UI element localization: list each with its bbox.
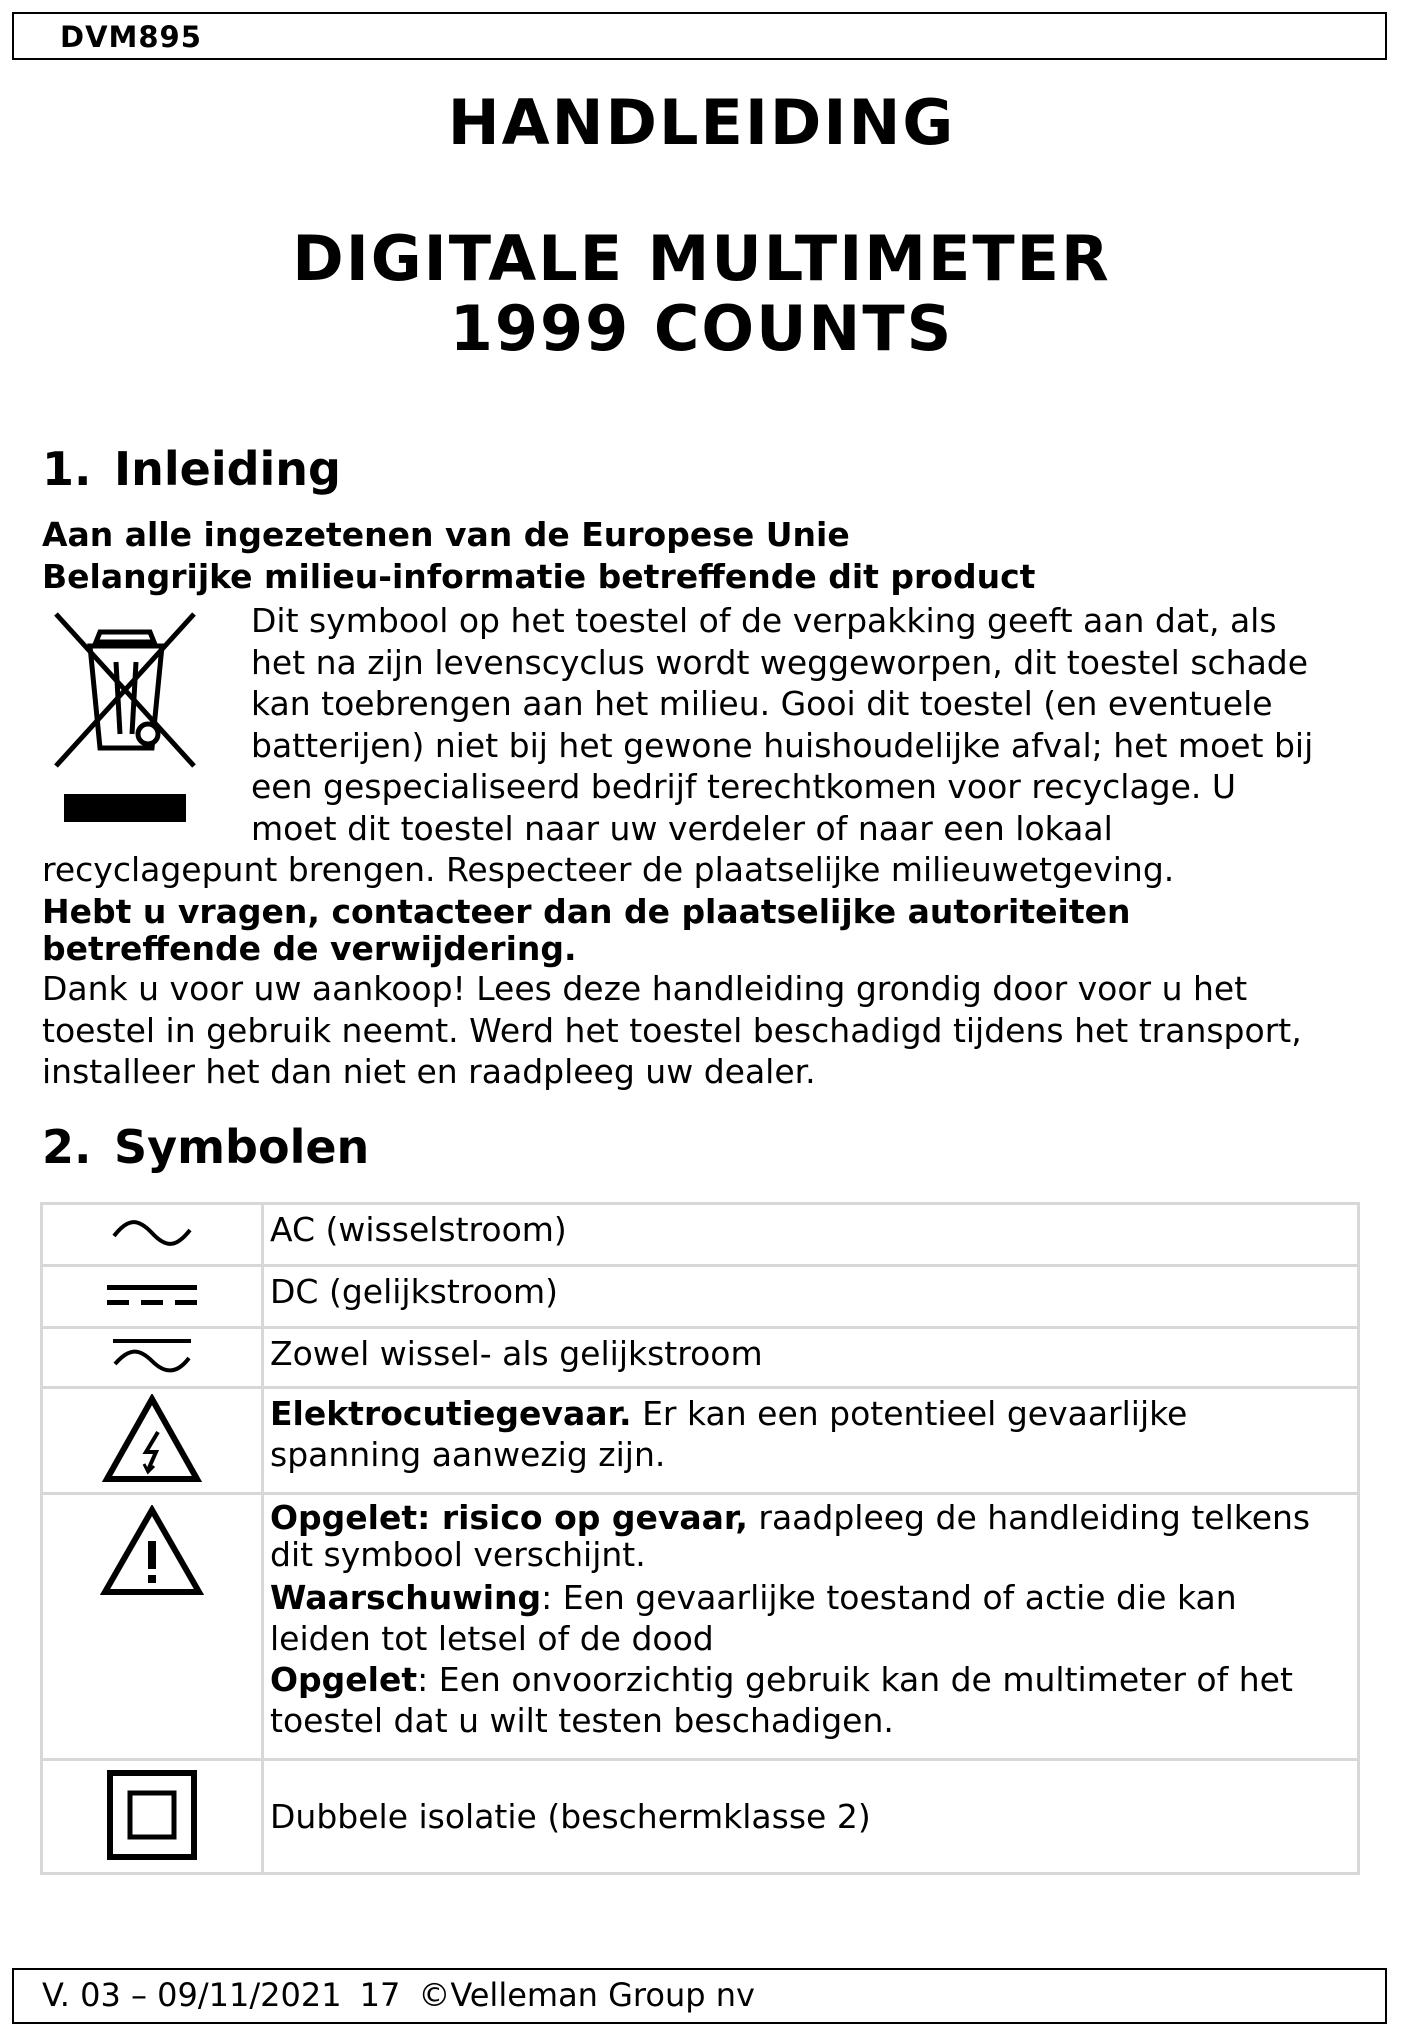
weee-line: Dit symbool op het toestel of de verpakking geeft aan dat, als bbox=[251, 601, 1277, 640]
caution-text: raadpleeg de handleiding telkens bbox=[747, 1498, 1311, 1537]
footer-page-number: 17 bbox=[359, 1976, 401, 2014]
description-cell bbox=[263, 1494, 1359, 1760]
symbol-cell bbox=[42, 1494, 263, 1760]
symbol-cell bbox=[42, 1760, 263, 1874]
warning-text: : Een gevaarlijke toestand of actie die kan bbox=[541, 1578, 1237, 1617]
section-2-title: Symbolen bbox=[114, 1120, 370, 1174]
description-cell bbox=[263, 1388, 1359, 1494]
weee-line: batterijen) niet bij het gewone huishoudelijke afval; het moet bij bbox=[251, 725, 1314, 765]
table-row bbox=[42, 1266, 1359, 1328]
table-row bbox=[42, 1494, 1359, 1760]
opgelet-label: Opgelet bbox=[270, 1660, 418, 1699]
weee-line: een gespecialiseerd bedrijf terechtkomen voor recyclage. U bbox=[251, 767, 1237, 806]
double-insulation-icon bbox=[106, 1769, 198, 1861]
eu-residents-heading: Aan alle ingezetenen van de Europese Unie bbox=[42, 515, 850, 554]
symbols-table bbox=[40, 1202, 1360, 1875]
symbol-cell bbox=[42, 1204, 263, 1266]
opgelet-text-line2: toestel dat u wilt testen beschadigen. bbox=[270, 1701, 894, 1740]
weee-paragraph bbox=[251, 600, 1313, 849]
table-row bbox=[42, 1204, 1359, 1266]
electric-shock-warning-icon bbox=[102, 1394, 202, 1484]
env-info-heading: Belangrijke milieu-informatie betreffende dit product bbox=[42, 557, 1036, 596]
weee-line: moet dit toestel naar uw verdeler of naar een lokaal bbox=[251, 808, 1113, 848]
weee-bin-icon bbox=[50, 606, 200, 828]
header-box bbox=[12, 12, 1387, 60]
shock-label: Elektrocutiegevaar. bbox=[270, 1394, 632, 1433]
footer bbox=[42, 1976, 773, 2014]
table-row bbox=[42, 1388, 1359, 1494]
footer-version: V. 03 – 09/11/2021 bbox=[42, 1976, 342, 2014]
model-code: DVM895 bbox=[60, 20, 202, 54]
table-row bbox=[42, 1760, 1359, 1874]
caution-warning-icon bbox=[100, 1505, 204, 1597]
caution-label: Opgelet: risico op gevaar, bbox=[270, 1498, 748, 1537]
section-1-heading bbox=[42, 442, 341, 496]
questions-line-1: Hebt u vragen, contacteer dan de plaatselijke autoriteiten bbox=[42, 892, 1131, 931]
questions-line-2: betreffende de verwijdering. bbox=[42, 929, 577, 968]
ac-sine-icon bbox=[112, 1218, 192, 1248]
section-2-heading bbox=[42, 1120, 369, 1174]
thanks-line: toestel in gebruik neemt. Werd het toestel beschadigd tijdens het transport, bbox=[42, 1010, 1302, 1050]
dc-icon bbox=[105, 1281, 199, 1309]
warning-label: Waarschuwing bbox=[270, 1578, 542, 1617]
description-cell: AC (wisselstroom) bbox=[263, 1204, 1359, 1266]
doc-title: HANDLEIDING bbox=[447, 86, 956, 159]
symbol-cell bbox=[42, 1266, 263, 1328]
description-cell: DC (gelijkstroom) bbox=[263, 1266, 1359, 1328]
section-1-number: 1. bbox=[42, 442, 92, 496]
warning-text-line2: leiden tot letsel of de dood bbox=[270, 1619, 714, 1658]
description-cell: Dubbele isolatie (beschermklasse 2) bbox=[263, 1760, 1359, 1874]
doc-subtitle-2: 1999 COUNTS bbox=[449, 292, 954, 365]
thanks-paragraph bbox=[42, 968, 1302, 1093]
shock-text: Er kan een potentieel gevaarlijke bbox=[631, 1394, 1188, 1433]
thanks-line: installeer het dan niet en raadpleeg uw dealer. bbox=[42, 1052, 816, 1091]
symbol-cell bbox=[42, 1328, 263, 1388]
weee-line: kan toebrengen aan het milieu. Gooi dit toestel (en eventuele bbox=[251, 684, 1273, 723]
weee-line: het na zijn levenscyclus wordt weggeworpen, dit toestel schade bbox=[251, 642, 1309, 682]
opgelet-text: : Een onvoorzichtig gebruik kan de multimeter of het bbox=[417, 1660, 1293, 1699]
symbol-cell bbox=[42, 1388, 263, 1494]
ac-dc-icon bbox=[107, 1336, 197, 1376]
footer-copyright: ©Velleman Group nv bbox=[418, 1976, 755, 2014]
caution-text-line2: dit symbool verschijnt. bbox=[270, 1535, 646, 1574]
section-1-title: Inleiding bbox=[114, 442, 341, 496]
weee-last-line: recyclagepunt brengen. Respecteer de plaatselijke milieuwetgeving. bbox=[42, 850, 1175, 889]
table-row bbox=[42, 1328, 1359, 1388]
section-2-number: 2. bbox=[42, 1120, 92, 1174]
doc-subtitle-1: DIGITALE MULTIMETER bbox=[292, 222, 1111, 295]
shock-text-line2: spanning aanwezig zijn. bbox=[270, 1435, 666, 1474]
description-cell: Zowel wissel- als gelijkstroom bbox=[263, 1328, 1359, 1388]
thanks-line: Dank u voor uw aankoop! Lees deze handleiding grondig door voor u het bbox=[42, 969, 1248, 1008]
